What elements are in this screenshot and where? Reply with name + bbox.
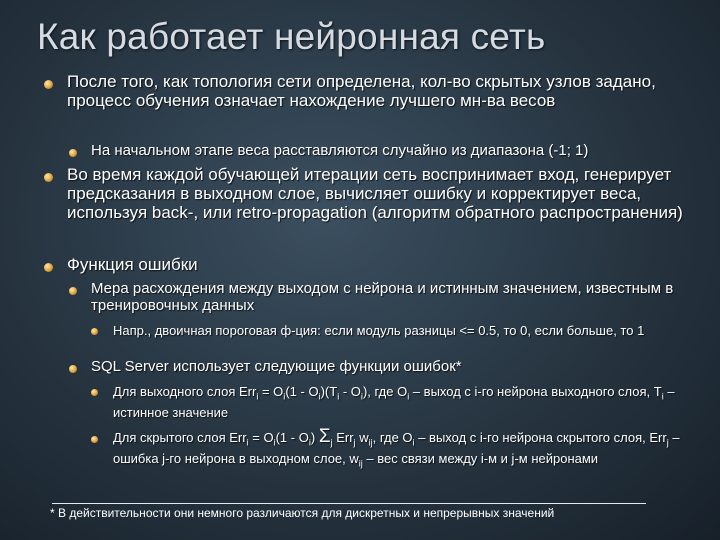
bullet-text-iteration: Во время каждой обучающей итерации сеть воспринимает вход, генерирует предсказания в выходном слое, вычисляет ошибку и корректирует веса, используя back-, или retro-propagation (алгоритм обратного распространения): [67, 165, 683, 222]
bullet-icon: [91, 436, 98, 443]
bullet-text-threshold: Напр., двоичная пороговая ф-ция: если модуль разницы <= 0.5, то 0, если больше, то 1: [113, 323, 645, 338]
formula-output-layer: Для выходного слоя $Err_i = O_i(1 - O_i)(T_i - O_i)$, где $O_i$ – выход с i-го нейрона выходного слоя, $T_i$ – истинное значение: [113, 384, 675, 420]
bullet-icon: [69, 365, 77, 373]
bullet-icon: [69, 287, 77, 295]
bullet-text-initial-weights: На начальном этапе веса расставляются случайно из диапазона (-1; 1): [91, 142, 589, 159]
bullet-text-sql-server: SQL Server использует следующие функции ошибок*: [91, 358, 462, 375]
bullet-text-mismatch: Мера расхождения между выходом с нейрона и истинным значением, известным в тренировочных данных: [91, 280, 674, 314]
bullet-icon: [44, 263, 53, 272]
bullet-icon: [91, 389, 98, 396]
bullet-text-topology: После того, как топология сети определена, кол-во скрытых узлов задано, процесс обучения означает нахождение лучшего мн-ва весов: [67, 72, 656, 110]
footnote-divider: [52, 503, 646, 504]
bullet-text-error-function: Функция ошибки: [67, 255, 198, 274]
bullet-icon: [69, 149, 77, 157]
formula-hidden-layer: Для скрытого слоя $Err_i = O_i(1 - O_i)$ $\Sigma_j$ Err$_j$ $w_{ij}$, где $O_i$ – выход с i-го нейрона скрытого слоя, Err$_j$ – ошибка j-го нейрона в выходном слое, $w_{ij}$ – вес связи между i-м и j-м нейронами: [113, 426, 680, 469]
footnote: * В действительности они немного различаются для дискретных и непрерывных значений: [50, 506, 555, 520]
bullet-icon: [44, 173, 53, 182]
slide-title: Как работает нейронная сеть: [37, 16, 546, 57]
bullet-icon: [91, 328, 98, 335]
bullet-icon: [44, 80, 53, 89]
